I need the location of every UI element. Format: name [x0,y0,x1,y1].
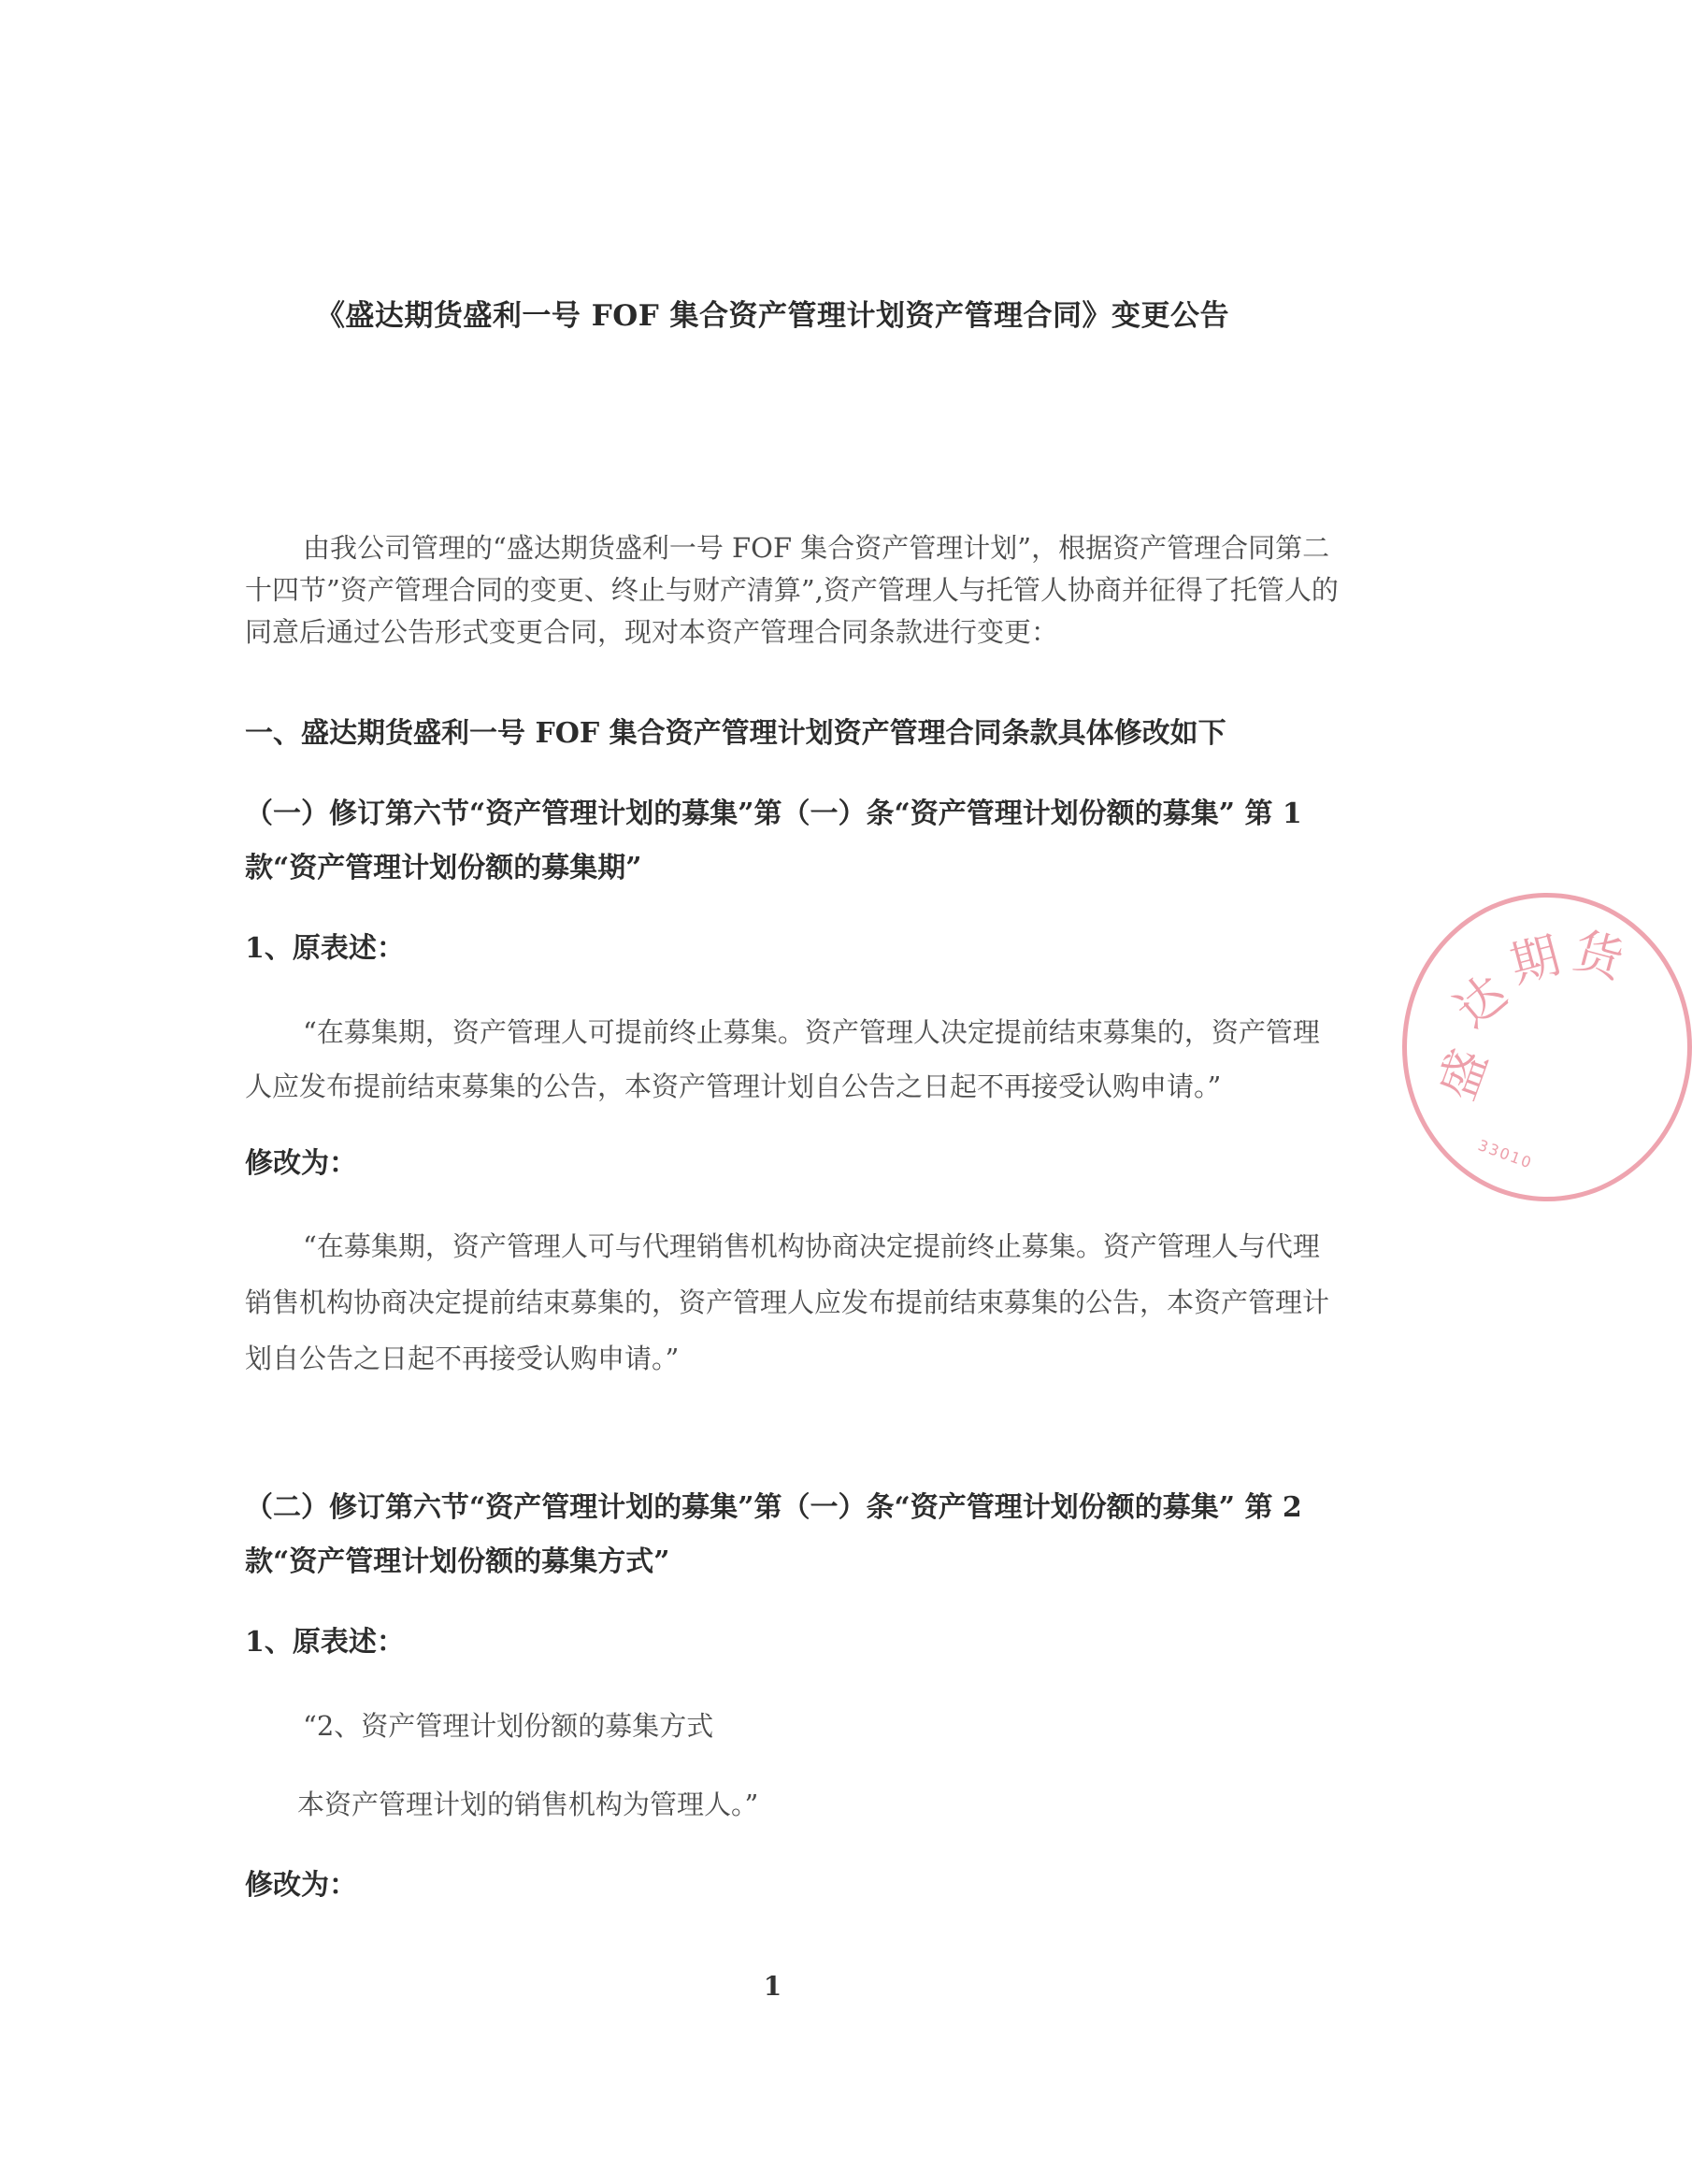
company-seal [1402,893,1692,1201]
seal-code: 33010 [1475,1136,1536,1172]
item1-modified-label: 修改为： [245,1147,357,1180]
seal-char: 达 [1444,965,1518,1040]
item2-heading: （二）修订第六节“资产管理计划的募集”第（一）条“资产管理计划份额的募集” 第 2 款“资产管理计划份额的募集方式” [245,1491,1302,1578]
item1-heading: （一）修订第六节“资产管理计划的募集”第（一）条“资产管理计划份额的募集” 第 1 款“资产管理计划份额的募集期” [245,797,1302,884]
document-title: 《盛达期货盛利一号 FOF 集合资产管理计划资产管理合同》变更公告 [315,299,1230,333]
item2-original-line2: 本资产管理计划的销售机构为管理人。” [297,1789,759,1820]
item1-original-label: 1、原表述： [245,932,405,965]
item1-original-text: “在募集期，资产管理人可提前终止募集。资产管理人决定提前结束募集的，资产管理人应发布提前结束募集的公告，本资产管理计划自公告之日起不再接受认购申请。” [245,1016,1320,1102]
seal-char: 盛 [1429,1042,1499,1108]
item1-modified-text: “在募集期，资产管理人可与代理销售机构协商决定提前终止募集。资产管理人与代理销售机构协商决定提前结束募集的，资产管理人应发布提前结束募集的公告，本资产管理计划自公告之日起不再接受认购申请。” [245,1230,1330,1374]
intro-paragraph: 由我公司管理的“盛达期货盛利一号 FOF 集合资产管理计划”，根据资产管理合同第二十四节”资产管理合同的变更、终止与财产清算”,资产管理人与托管人协商并征得了托管人的同意后通过公告形式变更合同，现对本资产管理合同条款进行变更： [245,532,1339,648]
seal-char: 货 [1567,923,1629,990]
seal-char: 期 [1504,927,1567,995]
page-number: 1 [763,1971,782,2002]
item2-original-line1: “2、资产管理计划份额的募集方式 [303,1710,714,1742]
section-heading-1: 一、盛达期货盛利一号 FOF 集合资产管理计划资产管理合同条款具体修改如下 [245,717,1226,750]
item2-original-label: 1、原表述： [245,1626,405,1659]
item2-modified-label: 修改为： [245,1869,357,1902]
